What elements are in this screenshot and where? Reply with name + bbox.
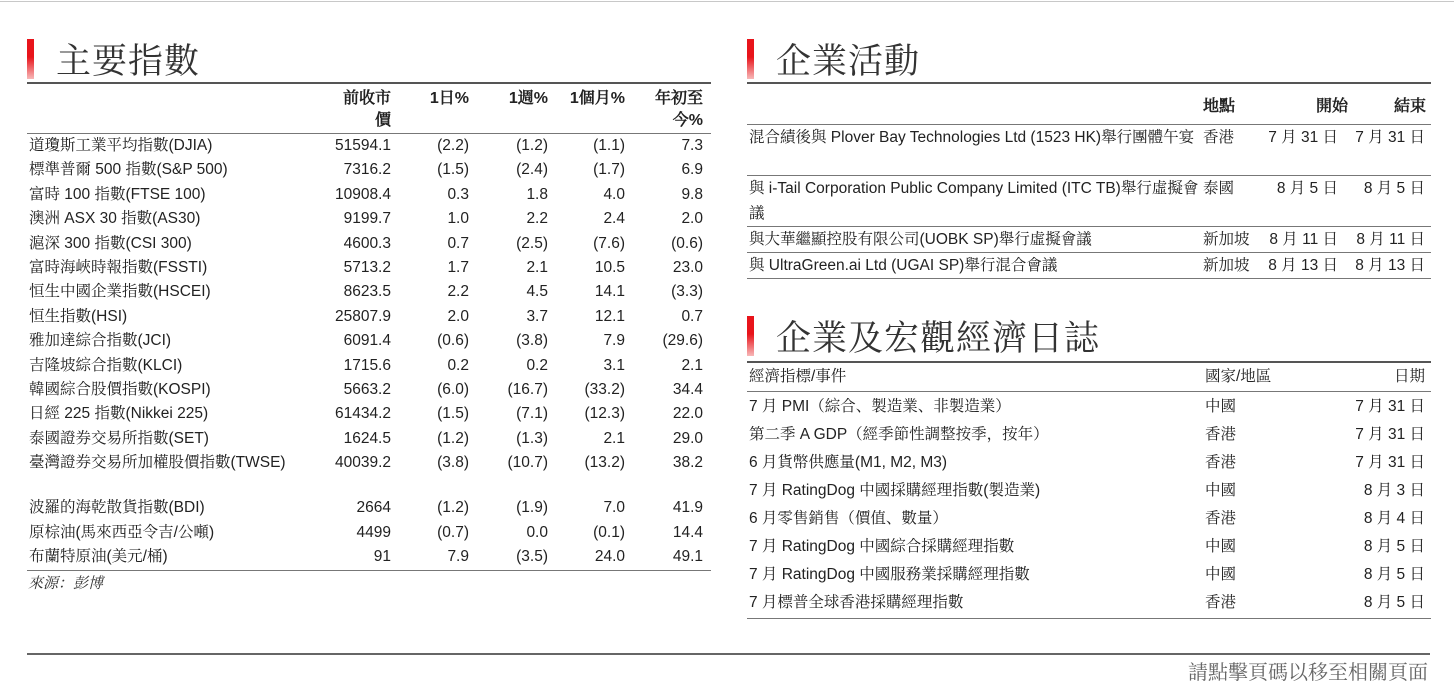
change-1m: (0.1) [593,523,625,541]
change-1w: 0.0 [526,523,548,541]
table-row [27,402,711,426]
event-name: 與 i-Tail Corporation Public Company Limited (ITC TB)舉行虛擬會議 [749,180,1199,222]
section-accent-bar [747,39,754,79]
prev-close: 40039.2 [334,454,391,472]
table-row [27,521,711,545]
calendar-section-title [747,311,1100,361]
list-item [747,176,1431,227]
change-1w: 2.1 [526,259,548,276]
index-name: 道瓊斯工業平均指數(DJIA) [29,137,213,154]
indicator-name: 第二季 A GDP（經季節性調整按季，按年） [749,426,1049,443]
change-1d: 0.2 [447,356,469,374]
prev-close: 5663.2 [343,381,391,398]
table-row [27,134,711,158]
table-row [27,451,711,475]
prev-close: 9199.7 [343,210,391,228]
change-1d: 1.7 [447,259,469,276]
change-1w: 3.7 [526,307,548,325]
prev-close: 1624.5 [343,429,391,447]
change-1d: (1.5) [437,161,469,179]
corporate-top-rule [747,82,1431,84]
change-1d: (1.2) [437,429,469,447]
change-1w: 2.2 [526,210,548,228]
event-location: 新加坡 [1203,231,1250,248]
change-1m: (1.1) [593,137,625,154]
event-location: 香港 [1203,129,1235,146]
change-ytd: 49.1 [672,548,703,565]
indices-bottom-rule [27,570,711,571]
header-date: 日期 [1393,368,1425,385]
country: 中國 [1205,398,1237,415]
change-ytd: 34.4 [672,381,703,398]
header-event: 經濟指標/事件 [749,368,847,385]
change-1d: 7.9 [447,548,469,565]
change-1w: (2.5) [516,234,548,252]
table-row [27,256,711,280]
header-country: 國家/地區 [1205,368,1272,385]
index-name: 日經 225 指數(Nikkei 225) [29,405,209,423]
event-start-date: 8 月 5 日 [1276,180,1338,197]
country: 中國 [1205,482,1237,499]
country: 香港 [1205,594,1237,611]
prev-close: 6091.4 [343,332,391,350]
prev-close: 25807.9 [334,307,391,325]
change-ytd: (3.3) [671,283,703,301]
change-1d: (3.8) [437,454,469,472]
prev-close: 91 [373,548,391,565]
prev-close: 1715.6 [343,356,391,374]
list-item [747,227,1431,253]
change-ytd: 2.0 [681,210,703,228]
event-end-date: 8 月 13 日 [1355,257,1425,274]
change-1m: 2.1 [603,429,625,447]
change-1d: 1.0 [447,210,469,228]
prev-close: 61434.2 [334,405,391,423]
event-start-date: 8 月 13 日 [1268,257,1338,274]
change-1d: 2.2 [447,283,469,301]
prev-close: 4499 [356,523,391,541]
change-ytd: 14.4 [672,523,703,541]
change-1m: 10.5 [594,259,625,276]
top-rule [0,1,1454,2]
change-1w: (2.4) [516,161,548,179]
header-1-day: 1日% [429,90,469,107]
event-location: 泰國 [1203,180,1235,197]
corporate-section-title [747,34,920,84]
index-name: 布蘭特原油(美元/桶) [29,548,168,565]
index-name: 韓國綜合股價指數(KOSPI) [29,381,211,398]
index-name: 恒生中國企業指數(HSCEI) [29,283,211,301]
change-1w: (7.1) [516,405,548,423]
change-1m: (13.2) [584,454,625,472]
corporate-title: 企業活動 [776,42,921,82]
change-ytd: 29.0 [672,429,703,447]
table-row [27,183,711,207]
calendar-title: 企業及宏觀經濟日誌 [776,319,1101,359]
table-row [27,207,711,231]
list-item [747,253,1431,279]
table-row [27,158,711,182]
page-navigation-link[interactable]: 請點擊頁碼以移至相關頁面 [1188,662,1428,684]
change-ytd: 6.9 [681,161,703,179]
calendar-header-row [747,363,1431,391]
indicator-name: 7 月 RatingDog 中國採購經理指數(製造業) [749,482,1041,499]
change-ytd: 2.1 [681,356,703,374]
event-start-date: 8 月 11 日 [1269,231,1338,248]
index-name: 原棕油(馬來西亞令吉/公噸) [29,523,215,541]
change-1m: 14.1 [594,283,625,301]
event-name: 混合績後與 Plover Bay Technologies Ltd (1523 HK)舉行團體午宴 [749,129,1195,146]
event-end-date: 8 月 11 日 [1356,231,1425,248]
change-1m: (12.3) [584,405,625,423]
event-end-date: 8 月 5 日 [1363,180,1425,197]
index-name: 臺灣證券交易所加權股價指數(TWSE) [29,454,286,472]
change-1m: 7.9 [603,332,625,350]
change-1d: 0.7 [447,234,469,252]
release-date: 7 月 31 日 [1355,454,1425,471]
change-ytd: 41.9 [672,499,703,516]
event-location: 新加坡 [1203,257,1250,274]
header-1-month: 1個月% [569,90,625,107]
header-start: 開始 [1315,98,1348,115]
index-name: 滬深 300 指數(CSI 300) [29,234,192,252]
index-name: 富時海峽時報指數(FSSTI) [29,259,208,276]
prev-close: 8623.5 [343,283,391,301]
indicator-name: 7 月 RatingDog 中國綜合採購經理指數 [749,538,1015,555]
change-1w: (10.7) [507,454,548,472]
change-1m: 4.0 [603,185,625,203]
release-date: 7 月 31 日 [1355,426,1425,443]
change-1w: 1.8 [526,185,548,203]
header-end: 結束 [1393,98,1426,115]
table-row [747,449,1431,477]
change-1w: (3.5) [516,548,548,565]
calendar-header-rule [747,391,1431,392]
change-1d: (6.0) [437,381,469,398]
change-1m: (7.6) [593,234,625,252]
indicator-name: 7 月 RatingDog 中國服務業採購經理指數 [749,566,1030,583]
indicator-name: 6 月零售銷售（價值、數量） [749,510,948,527]
table-row [27,545,711,569]
release-date: 8 月 5 日 [1363,538,1425,555]
change-1d: (0.6) [437,332,469,350]
country: 香港 [1205,426,1237,443]
calendar-bottom-rule [747,618,1431,619]
change-1d: 2.0 [447,307,469,325]
event-name: 與大華繼顯控股有限公司(UOBK SP)舉行虛擬會議 [749,231,1092,248]
change-1d: 0.3 [447,185,469,203]
change-1w: 4.5 [526,283,548,301]
change-1m: 12.1 [594,307,625,325]
event-start-date: 7 月 31 日 [1268,129,1338,146]
table-row [27,232,711,256]
release-date: 8 月 5 日 [1363,594,1425,611]
change-ytd: 9.8 [681,185,703,203]
change-ytd: 38.2 [672,454,703,472]
index-name: 波羅的海乾散貨指數(BDI) [29,499,205,516]
table-row [747,533,1431,561]
section-accent-bar [747,316,754,356]
change-1m: (1.7) [593,161,625,179]
header-1-week: 1週% [508,90,548,107]
header-prev-close: 前收市 價 [342,90,391,129]
change-1w: (1.2) [516,137,548,154]
index-name: 澳洲 ASX 30 指數(AS30) [29,210,201,228]
country: 香港 [1205,454,1237,471]
prev-close: 2664 [356,499,391,516]
prev-close: 7316.2 [343,161,391,179]
change-1m: 7.0 [603,499,625,516]
release-date: 8 月 5 日 [1363,566,1425,583]
table-row [747,505,1431,533]
section-accent-bar [27,39,34,79]
index-name: 恒生指數(HSI) [29,307,128,325]
change-ytd: 23.0 [672,259,703,276]
source-note: 來源：彭博 [28,575,104,592]
indicator-name: 6 月貨幣供應量(M1, M2, M3) [749,454,948,471]
list-item [747,125,1431,176]
table-row [747,561,1431,589]
event-end-date: 7 月 31 日 [1355,129,1425,146]
indices-top-rule [27,82,711,84]
indices-section-title [27,34,200,84]
table-row [27,427,711,451]
change-ytd: (0.6) [671,234,703,252]
prev-close: 4600.3 [343,234,391,252]
change-ytd: (29.6) [662,332,703,350]
indicator-name: 7 月標普全球香港採購經理指數 [749,594,964,611]
indicator-name: 7 月 PMI（綜合、製造業、非製造業） [749,398,1011,415]
change-1m: (33.2) [584,381,625,398]
prev-close: 5713.2 [343,259,391,276]
prev-close: 51594.1 [334,137,391,154]
change-1d: (2.2) [437,137,469,154]
table-row [27,378,711,402]
header-location: 地點 [1203,98,1236,115]
event-name: 與 UltraGreen.ai Ltd (UGAI SP)舉行混合會議 [749,257,1058,274]
change-1w: (1.3) [516,429,548,447]
table-row [747,477,1431,505]
change-1d: (1.5) [437,405,469,423]
index-name: 吉隆坡綜合指數(KLCI) [29,356,183,374]
table-row [27,354,711,378]
table-row [27,496,711,520]
change-ytd: 22.0 [672,405,703,423]
footer-rule [27,653,1430,655]
country: 中國 [1205,566,1237,583]
change-1w: (3.8) [516,332,548,350]
change-ytd: 7.3 [681,137,703,154]
index-name: 標準普爾 500 指數(S&P 500) [29,161,228,179]
table-row [747,393,1431,421]
index-name: 富時 100 指數(FTSE 100) [29,185,206,203]
release-date: 8 月 3 日 [1363,482,1425,499]
table-row [747,589,1431,617]
change-1m: 3.1 [603,356,625,374]
change-1w: 0.2 [526,356,548,374]
header-ytd: 年初至 今% [654,90,703,129]
table-row [27,280,711,304]
change-1d: (1.2) [437,499,469,516]
change-1m: 24.0 [594,548,625,565]
change-1d: (0.7) [437,523,469,541]
index-name: 雅加達綜合指數(JCI) [29,332,172,350]
change-1m: 2.4 [603,210,625,228]
table-row [27,329,711,353]
table-row [27,305,711,329]
release-date: 8 月 4 日 [1363,510,1425,527]
release-date: 7 月 31 日 [1355,398,1425,415]
change-1w: (1.9) [516,499,548,516]
prev-close: 10908.4 [334,185,391,203]
change-ytd: 0.7 [681,307,703,325]
country: 香港 [1205,510,1237,527]
change-1w: (16.7) [507,381,548,398]
indices-title: 主要指數 [56,42,201,82]
country: 中國 [1205,538,1237,555]
table-row [747,421,1431,449]
index-name: 泰國證券交易所指數(SET) [29,429,209,447]
